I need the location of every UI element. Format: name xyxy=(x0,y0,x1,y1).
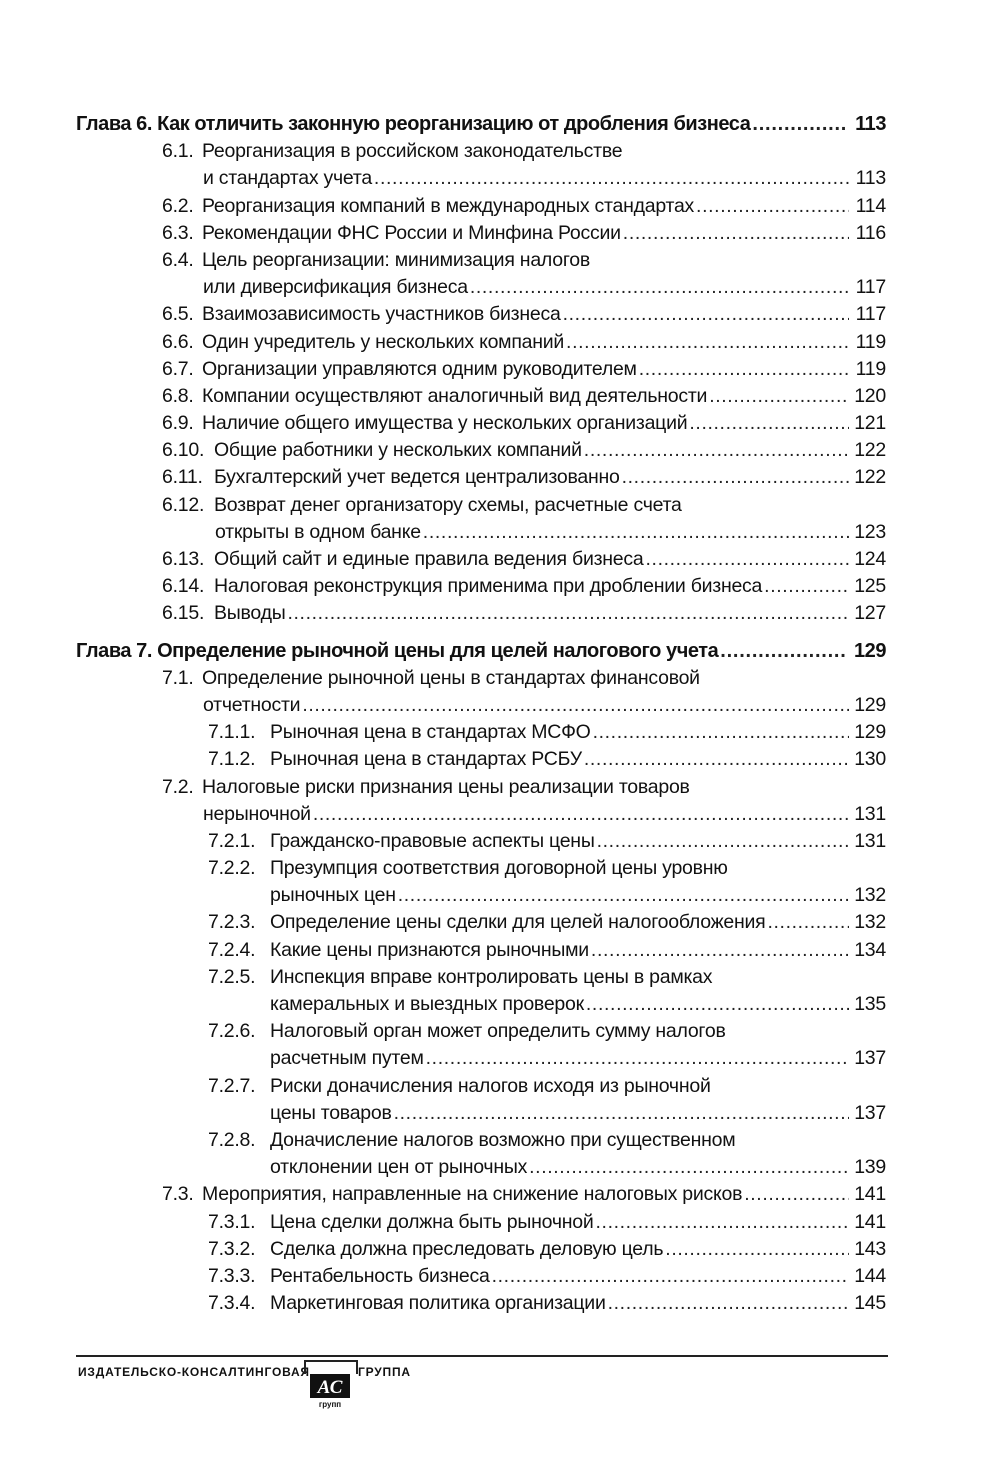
section-number: 7.2.6. xyxy=(208,1020,256,1043)
logo-caption: групп xyxy=(318,1400,342,1409)
section-number: 6.11. xyxy=(162,466,203,489)
toc-entry-6-6[interactable] xyxy=(76,329,886,356)
section-number: 6.7. xyxy=(162,357,194,380)
leader-dots xyxy=(720,638,847,665)
section-title-cont: расчетным путем xyxy=(270,1047,424,1070)
page-number: 113 xyxy=(855,167,886,190)
toc-entry-7-2-2-cont[interactable] xyxy=(76,882,886,909)
page-number: 119 xyxy=(855,330,886,353)
section-number: 7.2. xyxy=(162,775,194,798)
page-number: 116 xyxy=(855,221,886,244)
leader-dots xyxy=(398,882,849,909)
section-title: Инспекция вправе контролировать цены в рамках xyxy=(270,965,713,988)
leader-dots xyxy=(566,329,849,356)
toc-entry-7-3-2[interactable] xyxy=(76,1236,886,1263)
toc-entry-7-1-2[interactable] xyxy=(76,746,886,773)
section-number: 6.3. xyxy=(162,221,194,244)
page-number: 120 xyxy=(854,384,886,407)
section-title: Определение цены сделки для целей налогообложения xyxy=(270,911,766,934)
leader-dots xyxy=(696,193,849,220)
leader-dots xyxy=(622,464,849,491)
toc-entry-7-2-2[interactable] xyxy=(76,855,886,882)
toc-entry-7-3-1[interactable] xyxy=(76,1209,886,1236)
page-number: 131 xyxy=(854,802,886,825)
section-number: 6.12. xyxy=(162,493,205,516)
page-number: 131 xyxy=(854,829,886,852)
toc-entry-6-10[interactable] xyxy=(76,437,886,464)
section-title: Маркетинговая политика организации xyxy=(270,1292,606,1315)
section-title: Общий сайт и единые правила ведения бизнеса xyxy=(214,548,644,570)
toc-entry-7-2-8-cont[interactable] xyxy=(76,1154,886,1181)
section-title: Взаимозависимость участников бизнеса xyxy=(202,303,561,326)
page-number: 139 xyxy=(854,1156,886,1179)
footer-rule xyxy=(76,1355,888,1357)
leader-dots xyxy=(529,1154,849,1181)
toc-entry-6-14[interactable] xyxy=(76,573,886,600)
publisher-group: ГРУППА xyxy=(358,1365,411,1379)
section-number: 6.15. xyxy=(162,602,205,625)
page-number: 135 xyxy=(854,993,886,1015)
toc-entry-6-12-cont[interactable] xyxy=(76,519,886,546)
page-number: 119 xyxy=(855,357,886,380)
toc-entry-7-1-1[interactable] xyxy=(76,719,886,746)
section-number: 7.2.8. xyxy=(208,1128,256,1151)
toc-entry-6-9[interactable] xyxy=(76,410,886,437)
chapter-7-title: Глава 7. Определение рыночной цены для целей налогового учета xyxy=(76,639,719,662)
section-title: Компании осуществляют аналогичный вид деятельности xyxy=(202,384,708,407)
section-title: Рыночная цена в стандартах РСБУ xyxy=(270,748,582,771)
section-number: 6.5. xyxy=(162,303,194,326)
page-number: 145 xyxy=(854,1292,886,1315)
page-number: 114 xyxy=(855,194,886,217)
toc-entry-7-2-5-cont[interactable] xyxy=(76,991,886,1018)
section-title-cont: нерыночной xyxy=(203,802,311,825)
section-title: Доначисление налогов возможно при существенном xyxy=(270,1128,736,1151)
toc-entry-7-3[interactable] xyxy=(76,1181,886,1208)
leader-dots xyxy=(470,274,849,301)
section-title-cont: открыты в одном банке xyxy=(215,520,421,543)
section-title: Общие работники у нескольких компаний xyxy=(214,439,582,462)
section-number: 7.2.2. xyxy=(208,857,256,880)
section-title-cont: и стандартах учета xyxy=(203,167,372,190)
toc-entry-6-4-cont[interactable] xyxy=(76,274,886,301)
page-number: 141 xyxy=(854,1183,886,1206)
leader-dots xyxy=(563,301,849,328)
page-number: 144 xyxy=(854,1264,886,1287)
toc-entry-7-2-6[interactable] xyxy=(76,1018,886,1045)
chapter-6-page: 113 xyxy=(855,113,886,135)
section-number: 7.3.2. xyxy=(208,1237,256,1260)
section-title: Какие цены признаются рыночными xyxy=(270,938,589,961)
toc-entry-7-2-4[interactable] xyxy=(76,937,886,964)
page-number: 137 xyxy=(854,1101,886,1124)
section-title-cont: камеральных и выездных проверок xyxy=(270,993,584,1015)
section-number: 7.3.4. xyxy=(208,1292,256,1315)
toc-entry-7-3-3[interactable] xyxy=(76,1263,886,1290)
section-number: 7.1.2. xyxy=(208,748,256,771)
section-title-cont: или диверсификация бизнеса xyxy=(203,276,468,299)
section-number: 6.14. xyxy=(162,575,205,598)
page-number: 117 xyxy=(855,276,886,299)
publisher-logo xyxy=(304,1360,356,1410)
leader-dots xyxy=(689,410,849,437)
leader-dots xyxy=(767,909,849,936)
leader-dots xyxy=(596,1209,850,1236)
page-number: 132 xyxy=(854,884,886,907)
page-number: 130 xyxy=(854,748,886,771)
toc-entry-7-1-cont[interactable] xyxy=(76,692,886,719)
section-number: 7.1.1. xyxy=(208,721,256,744)
page-number: 121 xyxy=(854,412,886,435)
section-title-cont: цены товаров xyxy=(270,1101,392,1124)
chapter-6-title: Глава 6. Как отличить законную реорганизацию от дробления бизнеса xyxy=(76,113,751,135)
section-number: 7.3.1. xyxy=(208,1210,256,1233)
leader-dots xyxy=(752,111,847,138)
section-title: Реорганизация в российском законодательстве xyxy=(202,140,623,163)
section-title: Реорганизация компаний в международных стандартах xyxy=(202,194,695,217)
toc-entry-7-1[interactable] xyxy=(76,665,886,692)
section-title: Налоговая реконструкция применима при дроблении бизнеса xyxy=(214,575,763,598)
page-number: 132 xyxy=(854,911,886,934)
leader-dots xyxy=(302,692,849,719)
section-title-cont: отклонении цен от рыночных xyxy=(270,1156,528,1179)
chapter-7-page: 129 xyxy=(853,639,886,662)
section-number: 7.3.3. xyxy=(208,1264,256,1287)
section-number: 6.9. xyxy=(162,412,194,435)
leader-dots xyxy=(374,165,849,192)
chapter-6-entry[interactable] xyxy=(76,111,886,138)
page-number: 122 xyxy=(854,439,886,462)
toc-entry-6-2[interactable] xyxy=(76,193,886,220)
toc-entry-7-3-4[interactable] xyxy=(76,1290,886,1317)
leader-dots xyxy=(623,220,849,247)
section-title: Выводы xyxy=(214,602,286,625)
leader-dots xyxy=(394,1100,849,1127)
leader-dots xyxy=(586,991,849,1018)
page-number: 125 xyxy=(854,575,886,598)
page-number: 129 xyxy=(854,693,886,716)
section-number: 7.1. xyxy=(162,666,194,689)
page-number: 123 xyxy=(854,520,886,543)
section-number: 6.6. xyxy=(162,330,194,353)
toc-entry-7-2-6-cont[interactable] xyxy=(76,1045,886,1072)
leader-dots xyxy=(426,1045,849,1072)
page-number: 124 xyxy=(854,548,886,570)
page-number: 117 xyxy=(855,303,886,326)
section-title: Один учредитель у нескольких компаний xyxy=(202,330,565,353)
section-number: 7.2.5. xyxy=(208,965,256,988)
toc-entry-6-1-cont[interactable] xyxy=(76,165,886,192)
leader-dots xyxy=(591,937,849,964)
page-number: 141 xyxy=(854,1210,886,1233)
leader-dots xyxy=(584,437,849,464)
section-number: 6.4. xyxy=(162,248,194,271)
section-title: Рекомендации ФНС России и Минфина России xyxy=(202,221,621,244)
section-number: 7.2.4. xyxy=(208,938,256,961)
toc-entry-6-13[interactable] xyxy=(76,546,886,573)
section-number: 6.10. xyxy=(162,439,205,462)
section-number: 6.2. xyxy=(162,194,194,217)
toc-entry-6-11[interactable] xyxy=(76,464,886,491)
leader-dots xyxy=(593,719,849,746)
leader-dots xyxy=(597,828,849,855)
leader-dots xyxy=(313,801,849,828)
section-title: Налоговые риски признания цены реализации товаров xyxy=(202,775,690,798)
section-number: 7.2.3. xyxy=(208,911,256,934)
section-number: 7.2.7. xyxy=(208,1074,256,1097)
page-number: 122 xyxy=(854,466,886,489)
section-number: 6.1. xyxy=(162,140,194,163)
toc-entry-6-5[interactable] xyxy=(76,301,886,328)
toc-entry-6-4[interactable] xyxy=(76,247,886,274)
page-number: 143 xyxy=(854,1237,886,1260)
page-number: 129 xyxy=(854,721,886,744)
leader-dots xyxy=(423,519,849,546)
toc-entry-7-2-3[interactable] xyxy=(76,909,886,936)
logo-letters: АС xyxy=(317,1377,343,1398)
section-title: Определение рыночной цены в стандартах финансовой xyxy=(202,666,700,689)
leader-dots xyxy=(646,546,850,573)
section-title: Рыночная цена в стандартах МСФО xyxy=(270,721,591,744)
section-title: Мероприятия, направленные на снижение налоговых рисков xyxy=(202,1183,743,1206)
toc-entry-6-3[interactable] xyxy=(76,220,886,247)
leader-dots xyxy=(744,1181,849,1208)
section-title: Сделка должна преследовать деловую цель xyxy=(270,1237,664,1260)
toc-entry-7-2-5[interactable] xyxy=(76,964,886,991)
table-of-contents xyxy=(76,111,886,1317)
toc-entry-7-2-7-cont[interactable] xyxy=(76,1100,886,1127)
toc-entry-6-12[interactable] xyxy=(76,492,886,519)
toc-entry-7-2-cont[interactable] xyxy=(76,801,886,828)
leader-dots xyxy=(492,1263,849,1290)
chapter-7-entry[interactable] xyxy=(76,638,886,665)
leader-dots xyxy=(287,600,849,627)
section-title: Риски доначисления налогов исходя из рыночной xyxy=(270,1074,711,1097)
section-number: 7.3. xyxy=(162,1183,194,1206)
section-title: Наличие общего имущества у нескольких организаций xyxy=(202,412,688,435)
section-title: Рентабельность бизнеса xyxy=(270,1264,490,1287)
toc-entry-6-1[interactable] xyxy=(76,138,886,165)
leader-dots xyxy=(584,746,849,773)
as-logo-icon xyxy=(304,1360,356,1410)
leader-dots xyxy=(709,383,849,410)
toc-entry-7-2-1[interactable] xyxy=(76,828,886,855)
section-number: 6.8. xyxy=(162,384,194,407)
section-title-cont: отчетности xyxy=(203,693,301,716)
toc-entry-6-15[interactable] xyxy=(76,600,886,627)
page-number: 137 xyxy=(854,1047,886,1070)
toc-entry-7-2[interactable] xyxy=(76,774,886,801)
section-title: Гражданско-правовые аспекты цены xyxy=(270,829,595,852)
toc-entry-7-2-7[interactable] xyxy=(76,1073,886,1100)
leader-dots xyxy=(764,573,849,600)
page-number: 127 xyxy=(854,602,886,625)
section-title: Налоговый орган может определить сумму налогов xyxy=(270,1020,726,1043)
leader-dots xyxy=(665,1236,849,1263)
leader-dots xyxy=(639,356,849,383)
publisher-name: ИЗДАТЕЛЬСКО-КОНСАЛТИНГОВАЯ xyxy=(78,1365,310,1379)
section-title: Презумпция соответствия договорной цены уровню xyxy=(270,857,728,880)
toc-entry-6-8[interactable] xyxy=(76,383,886,410)
section-number: 7.2.1. xyxy=(208,829,256,852)
section-title: Цена сделки должна быть рыночной xyxy=(270,1210,594,1233)
section-number: 6.13. xyxy=(162,548,205,570)
section-title: Возврат денег организатору схемы, расчетные счета xyxy=(214,493,682,516)
section-title: Цель реорганизации: минимизация налогов xyxy=(202,248,591,271)
section-title: Организации управляются одним руководителем xyxy=(202,357,637,380)
toc-entry-7-2-8[interactable] xyxy=(76,1127,886,1154)
section-title: Бухгалтерский учет ведется централизованно xyxy=(214,466,620,489)
toc-entry-6-7[interactable] xyxy=(76,356,886,383)
section-title-cont: рыночных цен xyxy=(270,884,396,907)
page-number: 134 xyxy=(854,938,886,961)
leader-dots xyxy=(608,1290,849,1317)
